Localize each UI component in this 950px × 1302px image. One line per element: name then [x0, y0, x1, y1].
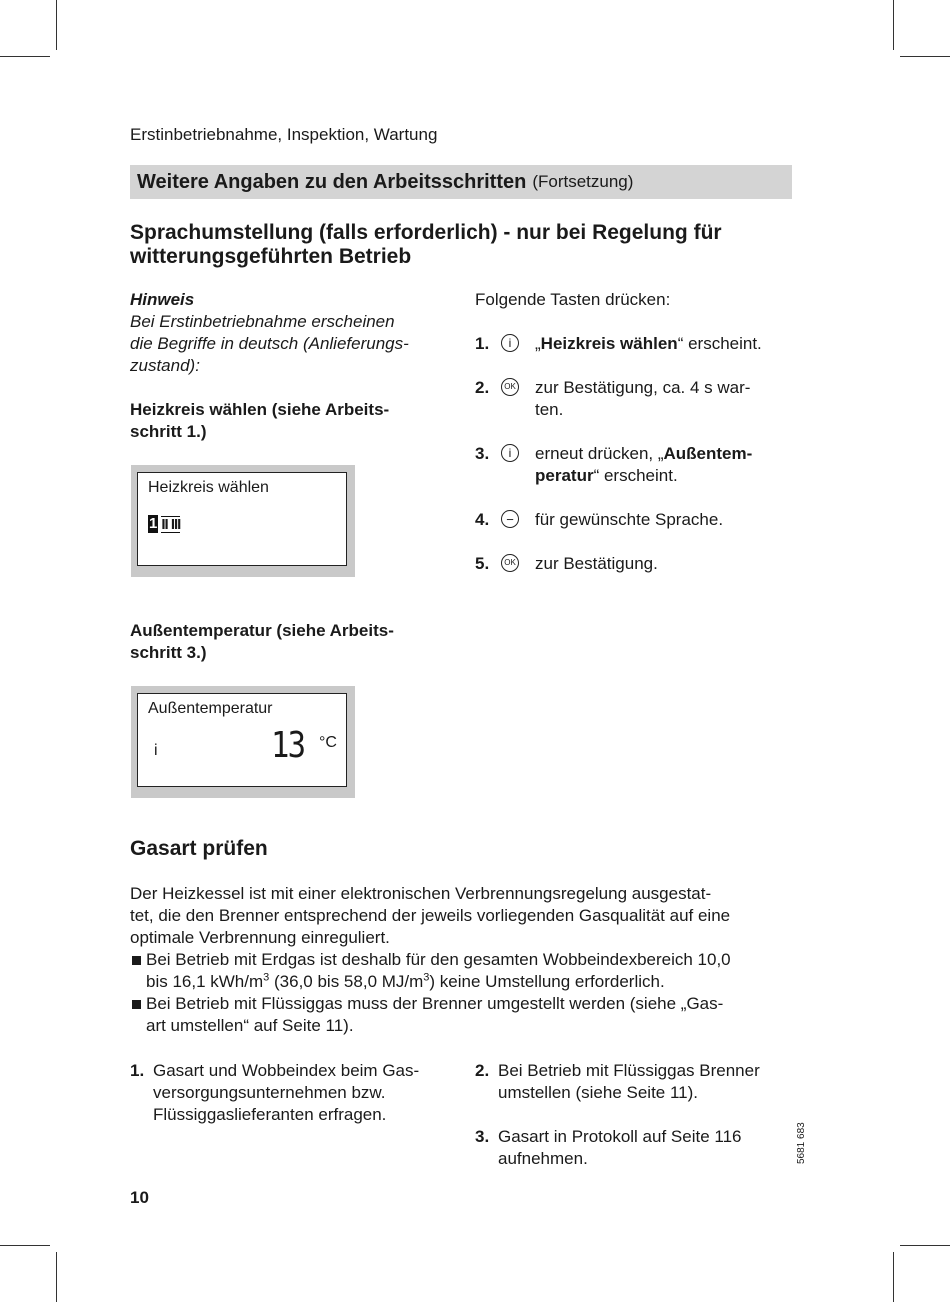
caption-line: Heizkreis wählen (siehe Arbeits-: [130, 400, 390, 419]
section-bar: [130, 165, 792, 199]
gas-step-number: 1.: [130, 1061, 145, 1080]
step-text: „: [535, 334, 541, 353]
bullet-item: [130, 993, 795, 1037]
lcd-screen: [137, 472, 347, 566]
gas-step-number: 2.: [475, 1061, 490, 1080]
step-line: [535, 443, 795, 465]
gas-step-number: 3.: [475, 1127, 490, 1146]
section-subtitle: (Fortsetzung): [532, 172, 634, 191]
language-heading: [130, 221, 722, 269]
step-text: “ erscheint.: [593, 466, 678, 485]
bullet-line: Bei Betrieb mit Erdgas ist deshalb für den gesamten Wobbeindexbereich 10,0: [146, 950, 731, 969]
display2-caption: [130, 620, 394, 664]
note-label: Hinweis: [130, 290, 195, 309]
document-number: 5681 683: [796, 1122, 807, 1164]
gas-step-line: Bei Betrieb mit Flüssiggas Brenner: [498, 1061, 760, 1080]
ok-icon: OK: [501, 378, 519, 396]
lcd-temperature-unit: °C: [319, 734, 337, 751]
gas-step-line: umstellen (siehe Seite 11).: [498, 1083, 699, 1102]
running-head: Erstinbetriebnahme, Inspektion, Wartung: [130, 125, 438, 144]
bullet-item: [130, 949, 795, 993]
gas-step-line: versorgungsunternehmen bzw.: [153, 1083, 386, 1102]
lcd-display-heating-circuit: [131, 465, 355, 577]
bullet-text: bis 16,1 kWh/m: [146, 972, 264, 991]
info-icon: i: [501, 444, 519, 462]
step-number: 2.: [475, 378, 490, 397]
caption-line: schritt 1.): [130, 422, 207, 441]
gas-step-line: Gasart in Protokoll auf Seite 116: [498, 1127, 742, 1146]
bullet-text: (36,0 bis 58,0 MJ/m: [269, 972, 424, 991]
intro-line: tet, die den Brenner entsprechend der jeweils vorliegenden Gasqualität auf eine: [130, 906, 731, 925]
crop-mark: [0, 1245, 50, 1246]
bullet-line: art umstellen“ auf Seite 11).: [146, 1016, 354, 1035]
note-line: die Begriffe in deutsch (Anlieferungs-: [130, 334, 409, 353]
bullet-square-icon: [132, 956, 141, 965]
ok-icon: OK: [501, 554, 519, 572]
keys-intro: Folgende Tasten drücken:: [475, 290, 671, 309]
intro-line: Der Heizkessel ist mit einer elektronischen Verbrennungsregelung ausgestat-: [130, 884, 712, 903]
section-title: Weitere Angaben zu den Arbeitsschritten: [137, 170, 527, 193]
step-line: zur Bestätigung.: [535, 554, 658, 573]
step-number: 5.: [475, 554, 490, 573]
step-line: für gewünschte Sprache.: [535, 510, 724, 529]
step-text-bold: peratur: [535, 466, 594, 485]
step-text: “ erscheint.: [677, 334, 762, 353]
step-line: [535, 465, 795, 487]
gas-intro: [130, 883, 810, 949]
crop-mark: [56, 1252, 57, 1302]
caption-line: Außentemperatur (siehe Arbeits-: [130, 621, 394, 640]
note-line: zustand):: [130, 356, 200, 375]
step-text-bold: Heizkreis wählen: [540, 334, 678, 353]
lcd-screen: [137, 693, 347, 787]
bullet-text: ) keine Umstellung erforderlich.: [429, 972, 665, 991]
crop-mark: [893, 1252, 894, 1302]
crop-mark: [900, 1245, 950, 1246]
crop-mark: [0, 56, 50, 57]
heating-circuit-selector: [148, 515, 180, 533]
crop-mark: [56, 0, 57, 50]
info-icon: i: [501, 334, 519, 352]
intro-line: optimale Verbrennung einreguliert.: [130, 928, 390, 947]
lcd-title: Außentemperatur: [148, 700, 273, 717]
step-number: 1.: [475, 334, 490, 353]
lcd-title: Heizkreis wählen: [148, 479, 269, 496]
gas-step-line: Flüssiggaslieferanten erfragen.: [153, 1105, 387, 1124]
note-line: Bei Erstinbetriebnahme erscheinen: [130, 312, 395, 331]
language-heading-line: witterungsgeführten Betrieb: [130, 245, 412, 268]
lcd-temperature-value: 13: [270, 725, 305, 766]
superscript: 3: [423, 971, 430, 984]
minus-icon: −: [501, 510, 519, 528]
lcd-display-outside-temperature: [131, 686, 355, 798]
step-text-bold: Außentem-: [663, 444, 753, 463]
heating-circuit-selected: 1: [149, 515, 158, 532]
step-number: 3.: [475, 444, 490, 463]
bullet-line: Bei Betrieb mit Flüssiggas muss der Brenner umgestellt werden (siehe „Gas-: [146, 994, 724, 1013]
crop-mark: [900, 56, 950, 57]
crop-mark: [893, 0, 894, 50]
display1-caption: [130, 399, 389, 443]
lcd-info-indicator: i: [154, 742, 158, 759]
step-text: erneut drücken, „: [535, 444, 664, 463]
bullet-square-icon: [132, 1000, 141, 1009]
step-line: zur Bestätigung, ca. 4 s war-: [535, 378, 751, 397]
caption-line: schritt 3.): [130, 643, 207, 662]
gas-step-line: Gasart und Wobbeindex beim Gas-: [153, 1061, 420, 1080]
heating-circuit-others: II III: [161, 515, 181, 533]
language-heading-line: Sprachumstellung (falls erforderlich) - nur bei Regelung für: [130, 221, 722, 244]
bullet-line: [146, 971, 795, 993]
gas-step-line: aufnehmen.: [498, 1149, 588, 1168]
note-block: [130, 289, 450, 377]
step-number: 4.: [475, 510, 490, 529]
step-line: ten.: [535, 400, 564, 419]
page-number: 10: [130, 1188, 149, 1207]
gas-heading: Gasart prüfen: [130, 837, 268, 860]
superscript: 3: [263, 971, 270, 984]
step-line: [535, 333, 795, 355]
